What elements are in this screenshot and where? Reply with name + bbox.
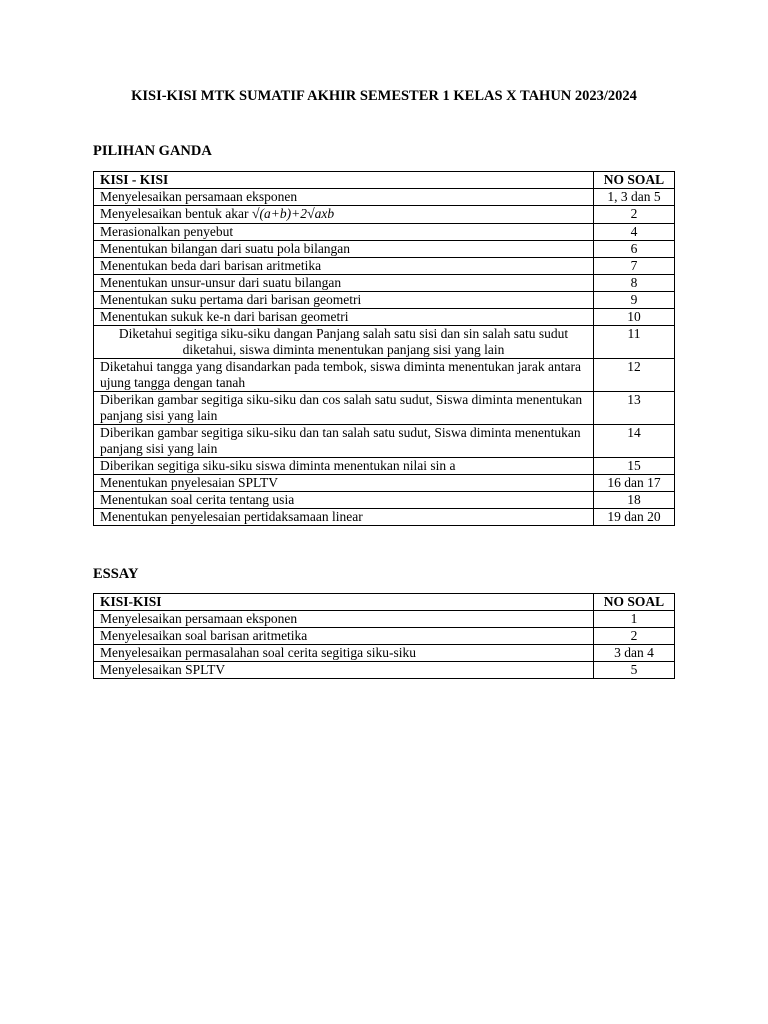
kisi-cell: Diketahui tangga yang disandarkan pada tembok, siswa diminta menentukan jarak antara ujung tangga dengan tanah <box>94 359 594 392</box>
table-row <box>94 292 675 309</box>
table-row <box>94 258 675 275</box>
table-header-row <box>94 172 675 189</box>
table-row <box>94 309 675 326</box>
no-soal-cell: 11 <box>594 326 675 359</box>
formula-radicand-b: axb <box>314 206 335 221</box>
kisi-cell: Diberikan gambar segitiga siku-siku dan tan salah satu sudut, Siswa diminta menentukan panjang sisi yang lain <box>94 425 594 458</box>
section-heading-essay: ESSAY <box>93 566 139 582</box>
table-row <box>94 392 675 425</box>
no-soal-cell: 13 <box>594 392 675 425</box>
table-row <box>94 189 675 206</box>
kisi-cell: Menentukan unsur-unsur dari suatu bilangan <box>94 275 594 292</box>
table-row <box>94 224 675 241</box>
pilihan-ganda-table <box>93 171 675 526</box>
kisi-cell: Menentukan penyelesaian pertidaksamaan linear <box>94 509 594 526</box>
no-soal-cell: 18 <box>594 492 675 509</box>
column-header-no-soal: NO SOAL <box>594 594 675 611</box>
no-soal-cell: 16 dan 17 <box>594 475 675 492</box>
formula-radicand-a: (a+b)+2 <box>259 206 307 221</box>
kisi-cell: Diberikan gambar segitiga siku-siku dan cos salah satu sudut, Siswa diminta menentukan panjang sisi yang lain <box>94 392 594 425</box>
kisi-cell: Menentukan sukuk ke-n dari barisan geometri <box>94 309 594 326</box>
kisi-cell: Diketahui segitiga siku-siku dangan Panjang salah satu sisi dan sin salah satu sudut diketahui, siswa diminta menentukan panjang sisi yang lain <box>94 326 594 359</box>
table-row <box>94 241 675 258</box>
no-soal-cell: 14 <box>594 425 675 458</box>
kisi-cell <box>94 206 594 224</box>
no-soal-cell: 12 <box>594 359 675 392</box>
kisi-cell: Menentukan pnyelesaian SPLTV <box>94 475 594 492</box>
kisi-cell: Menyelesaikan permasalahan soal cerita segitiga siku-siku <box>94 645 594 662</box>
table-row <box>94 475 675 492</box>
no-soal-cell: 7 <box>594 258 675 275</box>
table-row <box>94 492 675 509</box>
no-soal-cell: 19 dan 20 <box>594 509 675 526</box>
kisi-cell: Merasionalkan penyebut <box>94 224 594 241</box>
no-soal-cell: 2 <box>594 206 675 224</box>
table-row <box>94 628 675 645</box>
no-soal-cell: 1, 3 dan 5 <box>594 189 675 206</box>
table-row <box>94 509 675 526</box>
section-heading-pilihan-ganda: PILIHAN GANDA <box>93 143 212 159</box>
kisi-cell: Menentukan soal cerita tentang usia <box>94 492 594 509</box>
no-soal-cell: 4 <box>594 224 675 241</box>
kisi-text: Menyelesaikan bentuk akar <box>100 206 249 221</box>
no-soal-cell: 10 <box>594 309 675 326</box>
kisi-cell: Menyelesaikan soal barisan aritmetika <box>94 628 594 645</box>
no-soal-cell: 15 <box>594 458 675 475</box>
kisi-cell: Menyelesaikan persamaan eksponen <box>94 189 594 206</box>
table-row <box>94 458 675 475</box>
column-header-no-soal: NO SOAL <box>594 172 675 189</box>
table-row <box>94 645 675 662</box>
no-soal-cell: 2 <box>594 628 675 645</box>
column-header-kisi: KISI-KISI <box>94 594 594 611</box>
kisi-cell: Menentukan suku pertama dari barisan geometri <box>94 292 594 309</box>
kisi-cell: Menentukan beda dari barisan aritmetika <box>94 258 594 275</box>
essay-table <box>93 593 675 679</box>
table-row <box>94 326 675 359</box>
kisi-cell: Menyelesaikan SPLTV <box>94 662 594 679</box>
document-title: KISI-KISI MTK SUMATIF AKHIR SEMESTER 1 KELAS X TAHUN 2023/2024 <box>131 88 637 104</box>
kisi-cell: Diberikan segitiga siku-siku siswa diminta menentukan nilai sin a <box>94 458 594 475</box>
table-row <box>94 425 675 458</box>
column-header-kisi: KISI - KISI <box>94 172 594 189</box>
no-soal-cell: 3 dan 4 <box>594 645 675 662</box>
no-soal-cell: 5 <box>594 662 675 679</box>
no-soal-cell: 9 <box>594 292 675 309</box>
sqrt-symbol: √ <box>251 207 260 222</box>
table-row <box>94 611 675 628</box>
no-soal-cell: 8 <box>594 275 675 292</box>
table-row <box>94 275 675 292</box>
table-row <box>94 359 675 392</box>
kisi-cell: Menentukan bilangan dari suatu pola bilangan <box>94 241 594 258</box>
no-soal-cell: 1 <box>594 611 675 628</box>
no-soal-cell: 6 <box>594 241 675 258</box>
kisi-cell: Menyelesaikan persamaan eksponen <box>94 611 594 628</box>
sqrt-symbol: √ <box>306 207 315 222</box>
table-row <box>94 662 675 679</box>
table-row <box>94 206 675 224</box>
table-header-row <box>94 594 675 611</box>
